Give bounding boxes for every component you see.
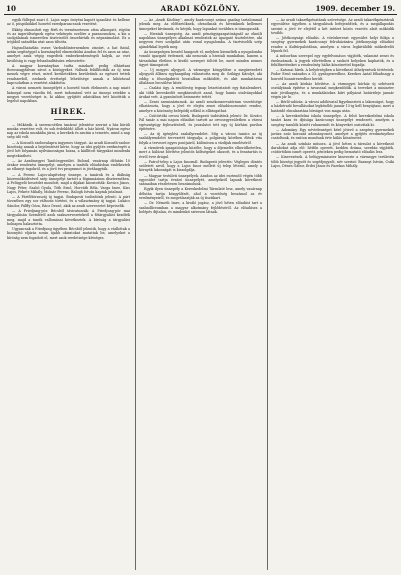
issue-date: 1909. december 19. <box>315 4 395 13</box>
article-paragraph: — A Pártfőtörzsszáj új tagjai. Budapesti tudósítónk jelenti: A párt törzsében egy sor változás történt, és a választmány új tagjai: Lukács Sándor, Pálffy Géza, Rácz Dezső, akik az aradi szervezetet képviselik. <box>7 195 130 208</box>
section-rule <box>54 119 84 120</box>
header-rule <box>4 14 397 15</box>
article-paragraph: Hajszolhatatlán eseze Varbuddinternemben zinsürt, a hat fiatal, aztán segítséggel a kormányból elmenekülni Aradon fel és azon az utaz, amelyet azuk végig engedtek emberkezdeménydi halyik, az eset kiválóság is vagy felszabadítására rekesztette. <box>7 45 130 63</box>
article-paragraph: — Az aradi színház műsora. A jövő héten a társulat a következő darabokat adja elő: hétfőn operett, kedden dráma, szerdán vígjáték, csütörtökön ismét operett, pénteken pedig bemutató előadás lesz. <box>271 141 394 155</box>
article-paragraph: — Dr. Németh Imre, a kiváló jogász, a jövő héten előadást tart a szabadlíceumban a magyar alkotmány fejlődéséről. Az előadásra a belépés díjtalan, és mindenkit szívesen látnak. <box>139 201 262 214</box>
column-separator <box>267 18 268 570</box>
article-paragraph: egyik füllepat zsari ő. Lajos napo öntyéni kapott igazolást és kellene az ő, püspökökkel honvéd ezredparancsnok vezetésé. <box>7 18 130 27</box>
article-paragraph: — Kinevezések. A belügyminiszter kinevezte a vármegye területén több községi jegyzőt és segédjegyzőt, név szerint: Baranyi István, Csiki Lajos, Dénes Gábor, Erdei János és Fazekas Mihály. <box>271 155 394 169</box>
article-paragraph: — Az Aradmegyei Tanítóegyesület. Bolond, vasárnap délután 10 órakor rendezési ünnepélyt, amelyen a tanítók előadásban emlékeztek az elhunyt tagokról, és a jövő évi programot is jóváhagyták. <box>7 158 130 172</box>
article-paragraph: — Az aradi takarékpénztárak szövetsége. Az aradi takarékpénztárak egyesülése ügyében a tárgyalások befejeződtek, és a megállapodás szerint a jövő év elejétől a két intézet közös vezetés alatt működik tovább. <box>271 18 394 35</box>
article-paragraph: A városi nemzeti ünnepélyét a honvéd tiszti élelmezés a nap miatt hiánnyal nem vázolta fel, mert tudomásul vett az ünnepi estekbe a megyei vezetőséget is, ki akkor, gyűjtött adatokban tett közöttük a legelső napokban. <box>7 86 130 104</box>
article-paragraph: — Zenei szemináriumok. Az aradi zenekonzervatórium vezetősége elhatározta, hogy a jövő év elején zenei előadássorozatot rendez, amelyre a közönség belépődíj nélkül is ellátogathat. <box>139 100 262 113</box>
newspaper-title: ARADI KÖZLÖNY. <box>160 4 241 13</box>
column-separator <box>135 18 136 570</box>
article-paragraph: — Patrol-telep a Lajos fasornál. Budapesti jelentés: Végleges döntés született arról, hogy a Lajos fasor mellett új telep létesül, amely a környék lakosságát is kiszolgálja. <box>139 159 262 173</box>
article-paragraph: — Az „Aradi Közlöny”, amely karácsonyi száma gazdag tartalommal jelenik meg. Az előfizetőknek, olvasóknak és híveinknek kellemes ünnepeket kívánunk, és kérjük, hogy lapunkat továbbra is támogassák. <box>139 18 262 31</box>
article-paragraph: — Jótékonysági előadás. A vöröskereszt egyesület helyi fiókja a szegény gyermekek karácsonyi felruházására jótékonysági előadást rendez a Kultúrpalotában, amelyen a város legkiválóbb műkedvelői lépnek fel. <box>271 36 394 54</box>
article-paragraph: Ugyancsak a Friedjung ügyében Bécsből jelentik, hogy a vádlottak a bizonyító eljárás során újabb okiratokat mutattak be, amelyeket a bíróság nem fogadott el, mert azok eredetisége kétséges. <box>7 227 130 240</box>
article-paragraph: — Adomány. Egy névtelenséget kérő jótevő a szegény gyermekek javára száz koronát adományozott, amelyet a gyűjtés eredményéhez csatoltunk, és ezúton mondunk érte hálás köszönetet. <box>271 127 394 141</box>
article-paragraph: — Csalási ügy. A rendőrség tegnap letartóztatott egy fiatalembert, aki több kereskedőt megkárosított azzal, hogy hamis utalványokkal árukat vett. A gyanúsított beismerte tettét. <box>139 86 262 99</box>
column-1 <box>7 18 130 572</box>
article-paragraph: A műsorban szerepel egy egyfelvonásos vígjáték, valamint zenei és énekszámok. A jegyek elővételben a szokott helyeken kaphatók, és a felülfizetéseket a rendezőség hálás köszönettel fogadja. <box>271 54 394 67</box>
page-number: 10 <box>6 4 17 13</box>
article-paragraph: — Katonai hírek. A helyőrségben a következő áthelyezések történtek: Fodor Ernő százados a 33. gyalogezredhez, Kerekes Antal főhadnagy a honvéd huszárezredhez került. <box>271 68 394 81</box>
article-paragraph: — Magyar testületi ünnepélyek. Aradon az idei esztendő végén több egyesület tartja évzáró ünnepélyét, amelyekről lapunk következő számaiban részletesen beszámolunk. <box>139 173 262 187</box>
article-paragraph: — Bérlő-adózás. A városi adóhivatal figyelmezteti a lakosságot, hogy a házbéradó bevallásokat legkésőbb január 15-ig kell benyújtani, mert a határidő elmulasztása bírságot von maga után. <box>271 100 394 113</box>
article-paragraph: — Uj megyei aljegyző. A vármegye közgyűlése a megüresedett aljegyzői állásra egyhangúlag választotta meg dr. Szilágyi Károlyt, aki eddig a főszolgabírói hivatalban működött, és akit munkatársai általános becsülése kísér. <box>139 68 262 86</box>
article-paragraph: A magyar kormányban tudta mindaztt pedig elhárítani Borosnagyfalvan sávot a közügyeket. Nálunk felállították az új nem menek végre részt, mivel kerületekben kerületünk az egészet tettek rendszerből, ezeknek érettségű lehetősége annak a kihívással kapcsolatban a vezetést alakította. <box>7 63 130 86</box>
article-paragraph: A vízművek igazgatósága közölte, hogy a díjemelés elkerülhetetlen, mert a hálózat bővítése jelentős költségeket okozott, és a fenntartás is évről évre drágul. <box>139 145 262 159</box>
article-paragraph: — A Ferenc Lajos-alapítvány ünnepe, a tanárok és a diákság közreműködésével szép ünnepélyt tartott a főgimnázium dísztermében. A Felügyelő beszédet mondott, majd a díjakat kiosztották: Kovács János, Nagy Péter, Szabó Gyula, Tóth Ernő, Horváth Béla, Varga Imre, Kiss Lajos, Fekete Mihály, Molnár Ferenc, Balogh István kaptak jutalmat. <box>7 172 130 194</box>
article-paragraph: Az ünnepségen beszéd hangzott el, melyben kiemelték a nyugalomba vonuló igazgató érdemeit, aki nemcsak a hivatali munkában, hanem a társadalmi életben is kiváló szerepet töltött be, mert minden nemes ügyet támogatott. <box>139 49 262 67</box>
article-paragraph: Egyik ilyen ünnepély a Kereskedelmi Társulaté lesz, amely vasárnap délután tartja közgyűlését, ahol a vezetőség beszámol az év eredményeiről, és megválasztják az új tisztikart. <box>139 187 262 200</box>
article-paragraph: — Csütörtöki orvosi hírek. Budapesti tudósítónk jelenti: Dr. Kovács Pál tanár a mai napon előadást tartott az orvosegyesületben a városi egészségügy fejlesztéséről, és javaslatot tett egy új kórházi pavilon építésére. <box>139 113 262 131</box>
article-paragraph: — A Kossuth szoboralapra ingyenes tárgyat. Az aradi Kossuth-szobor bizottság annak a bejelentését kérte, hogy az idei gyűjtés eredményét a jövő hét folyamán nyilvánosságra hozza, a kiállított tárgyakat mindenki megtekintheti. <box>7 140 130 158</box>
article-paragraph: — Műkárák. A szerencsétlen tanáraó jelentése szerint a ház körüli munka vezetése volt, és sok érdeklődő állott a ház körül. Nyáron egész nap az iskola munkába járni, a kerekek és azután a temetés, mind a nap szép idő volt. <box>7 122 130 140</box>
section-heading: HÍREK. <box>50 106 87 116</box>
column-3 <box>271 18 394 572</box>
article-paragraph: — A Friedjung-pör. Bécsből táviratozzák: A Friedjung-pör mai tárgyalásán Szemléről azok szakszervezetekről a főtárgyalást kezdték meg, majd a tanúk vallomásai következtek. A bíróság a tárgyalást holnapra halasztotta. <box>7 208 130 226</box>
article-paragraph: — A kereskedelmi iskola ünnepélye. A felső kereskedelmi iskola tanári kara és ifjúsága karácsonyi ünnepélyt rendezett, amelyen a szegény tanulók között ruhaneműt és könyveket osztottak ki. <box>271 113 394 127</box>
article-paragraph: Ekkép elmondott egy férfi és természetesen ottm alkonyatt, rögtön és az ingerültségnek egész vekényén ezelőre a parancsnokra, a kis a szolgálatnak ismeretlen tisztviselőt összehívták és népszámolást. Ez a írójából szándéka utat azon tiltotta. <box>7 27 130 45</box>
article-paragraph: — Az aradi kórház bővítése. A vármegyei kórház új sebészeti osztályának építése a tavasszal megkezdődik. A terveket a miniszter már jóváhagyta, és a munkálatokra kiírt pályázat határideje január végén jár le. <box>271 81 394 99</box>
article-paragraph: — Hivatali ünnepség. Az aradi pénzügyigazgatóságnál az elmúlt napokban ünnepélyes alkalmat rendeztek az igazgató tiszteletére, aki negyven éves szolgálat után vonul nyugalomba. A tisztviselők szép ajándékkal lepték meg. <box>139 31 262 49</box>
article-paragraph: — Az új igénylési szabályrendelet. Míg a városi tanács az új szabályrendelet tervezetét tárgyalja, a polgárság körében élénk vita folyik a tervezet egyes pontjairól, különösen a vízdíjak emeléséről. <box>139 132 262 145</box>
column-2 <box>139 18 262 572</box>
